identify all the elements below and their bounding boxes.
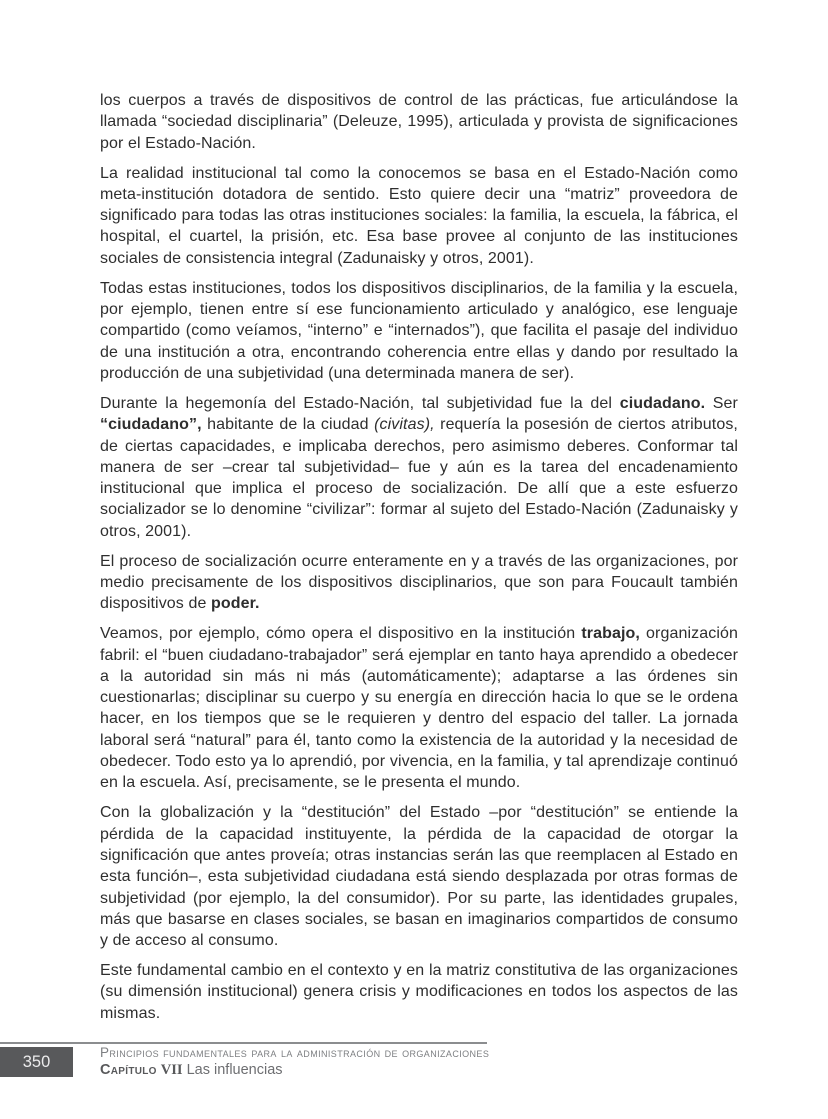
text-run: trabajo, <box>581 625 640 643</box>
chapter-label: Capítulo <box>100 1062 157 1078</box>
paragraph-7 <box>100 802 738 951</box>
text-run: ciudadano. <box>619 394 706 412</box>
running-footer <box>100 1045 489 1079</box>
paragraph-5 <box>100 551 738 615</box>
text-run: “ciudadano”, <box>100 416 202 434</box>
book-title: Principios fundamentales para la administración de organizaciones <box>100 1045 490 1060</box>
paragraph-2 <box>100 163 738 269</box>
chapter-line <box>100 1061 489 1079</box>
chapter-number: VII <box>160 1062 183 1078</box>
text-run: organización fabril: el “buen ciudadano-trabajador” será ejemplar en tanto haya aprendido a obedecer a la autoridad sin más ni más (automáticamente); adaptarse a las órdenes sin cuestionarlas; disciplinar su cuerpo y su energía en dirección hacia lo que se le ordena hacer, en los tiempos que se le requieren y dentro del espacio del taller. La jornada laboral será “natural” para él, tanto como la existencia de la autoridad y la necesidad de obedecer. Todo esto ya lo aprendió, por vivencia, en la familia, y tal aprendizaje continuó en la escuela. Así, precisamente, se le presenta el mundo. <box>100 625 738 792</box>
paragraph-4 <box>100 393 738 542</box>
text-run: (civitas), <box>374 416 435 434</box>
text-run: Este fundamental cambio en el contexto y en la matriz constitutiva de las organizaciones (su dimensión institucional) genera crisis y modificaciones en todos los aspectos de las mismas. <box>100 962 738 1022</box>
text-run: requería la posesión de ciertos atributos, de ciertas capacidades, e implicaba derechos, pero asimismo deberes. Conformar tal manera de ser –crear tal subjetividad– fue y aún es la tarea del encadenamiento institucional que implica el proceso de socialización. De allí que a este esfuerzo socializador se lo denomine “civilizar”: formar al sujeto del Estado-Nación (Zadunaisky y otros, 2001). <box>100 416 738 540</box>
text-run: El proceso de socialización ocurre enteramente en y a través de las organizaciones, por medio precisamente de los dispositivos disciplinarios, que son para Foucault también dispositivos de <box>100 552 738 613</box>
text-run: poder. <box>211 595 260 613</box>
paragraph-3 <box>100 278 738 384</box>
page-number: 350 <box>22 1052 51 1071</box>
text-run: habitante de la ciudad <box>201 416 375 434</box>
footer-rule <box>0 1042 487 1044</box>
chapter-title: Las influencias <box>186 1062 283 1078</box>
body-text <box>100 90 738 1033</box>
page-number-badge <box>0 1047 73 1077</box>
text-run: La realidad institucional tal como la conocemos se basa en el Estado-Nación como meta-institución dotadora de sentido. Esto quiere decir una “matriz” proveedora de significado para todas las otras instituciones sociales: la familia, la escuela, la fábrica, el hospital, el cuartel, la prisión, etc. Esa base provee al conjunto de las instituciones sociales de consistencia integral (Zadunaisky y otros, 2001). <box>100 164 738 267</box>
text-run: Ser <box>705 394 738 412</box>
text-run: Todas estas instituciones, todos los dispositivos disciplinarios, de la familia y la escuela, por ejemplo, tienen entre sí ese funcionamiento articulado y analógico, ese lenguaje compartido (como veíamos, “interno” e “internados”), que facilita el pasaje del individuo de una institución a otra, encontrando coherencia entre ellas y dando por resultado la producción de una subjetividad (una determinada manera de ser). <box>100 279 738 382</box>
paragraph-8 <box>100 960 738 1024</box>
text-run: Con la globalización y la “destitución” del Estado –por “destitución” se entiende la pérdida de la capacidad instituyente, la pérdida de la capacidad de otorgar la significación que antes proveía; otras instancias serán las que reemplacen al Estado en esta función–, esta subjetividad ciudadana está siendo desplazada por otras formas de subjetividad (por ejemplo, la del consumidor). Por su parte, las identidades grupales, más que basarse en clases sociales, se basan en imaginarios compartidos de consumo y de acceso al consumo. <box>100 804 738 950</box>
text-run: Durante la hegemonía del Estado-Nación, tal subjetividad fue la del <box>100 394 620 412</box>
text-run: Veamos, por ejemplo, cómo opera el dispositivo en la institución <box>100 625 582 643</box>
paragraph-1 <box>100 90 738 154</box>
text-run: los cuerpos a través de dispositivos de control de las prácticas, fue articulándose la llamada “sociedad disciplinaria” (Deleuze, 1995), articulada y provista de significaciones por el Estado-Nación. <box>100 92 738 152</box>
paragraph-6 <box>100 623 738 793</box>
